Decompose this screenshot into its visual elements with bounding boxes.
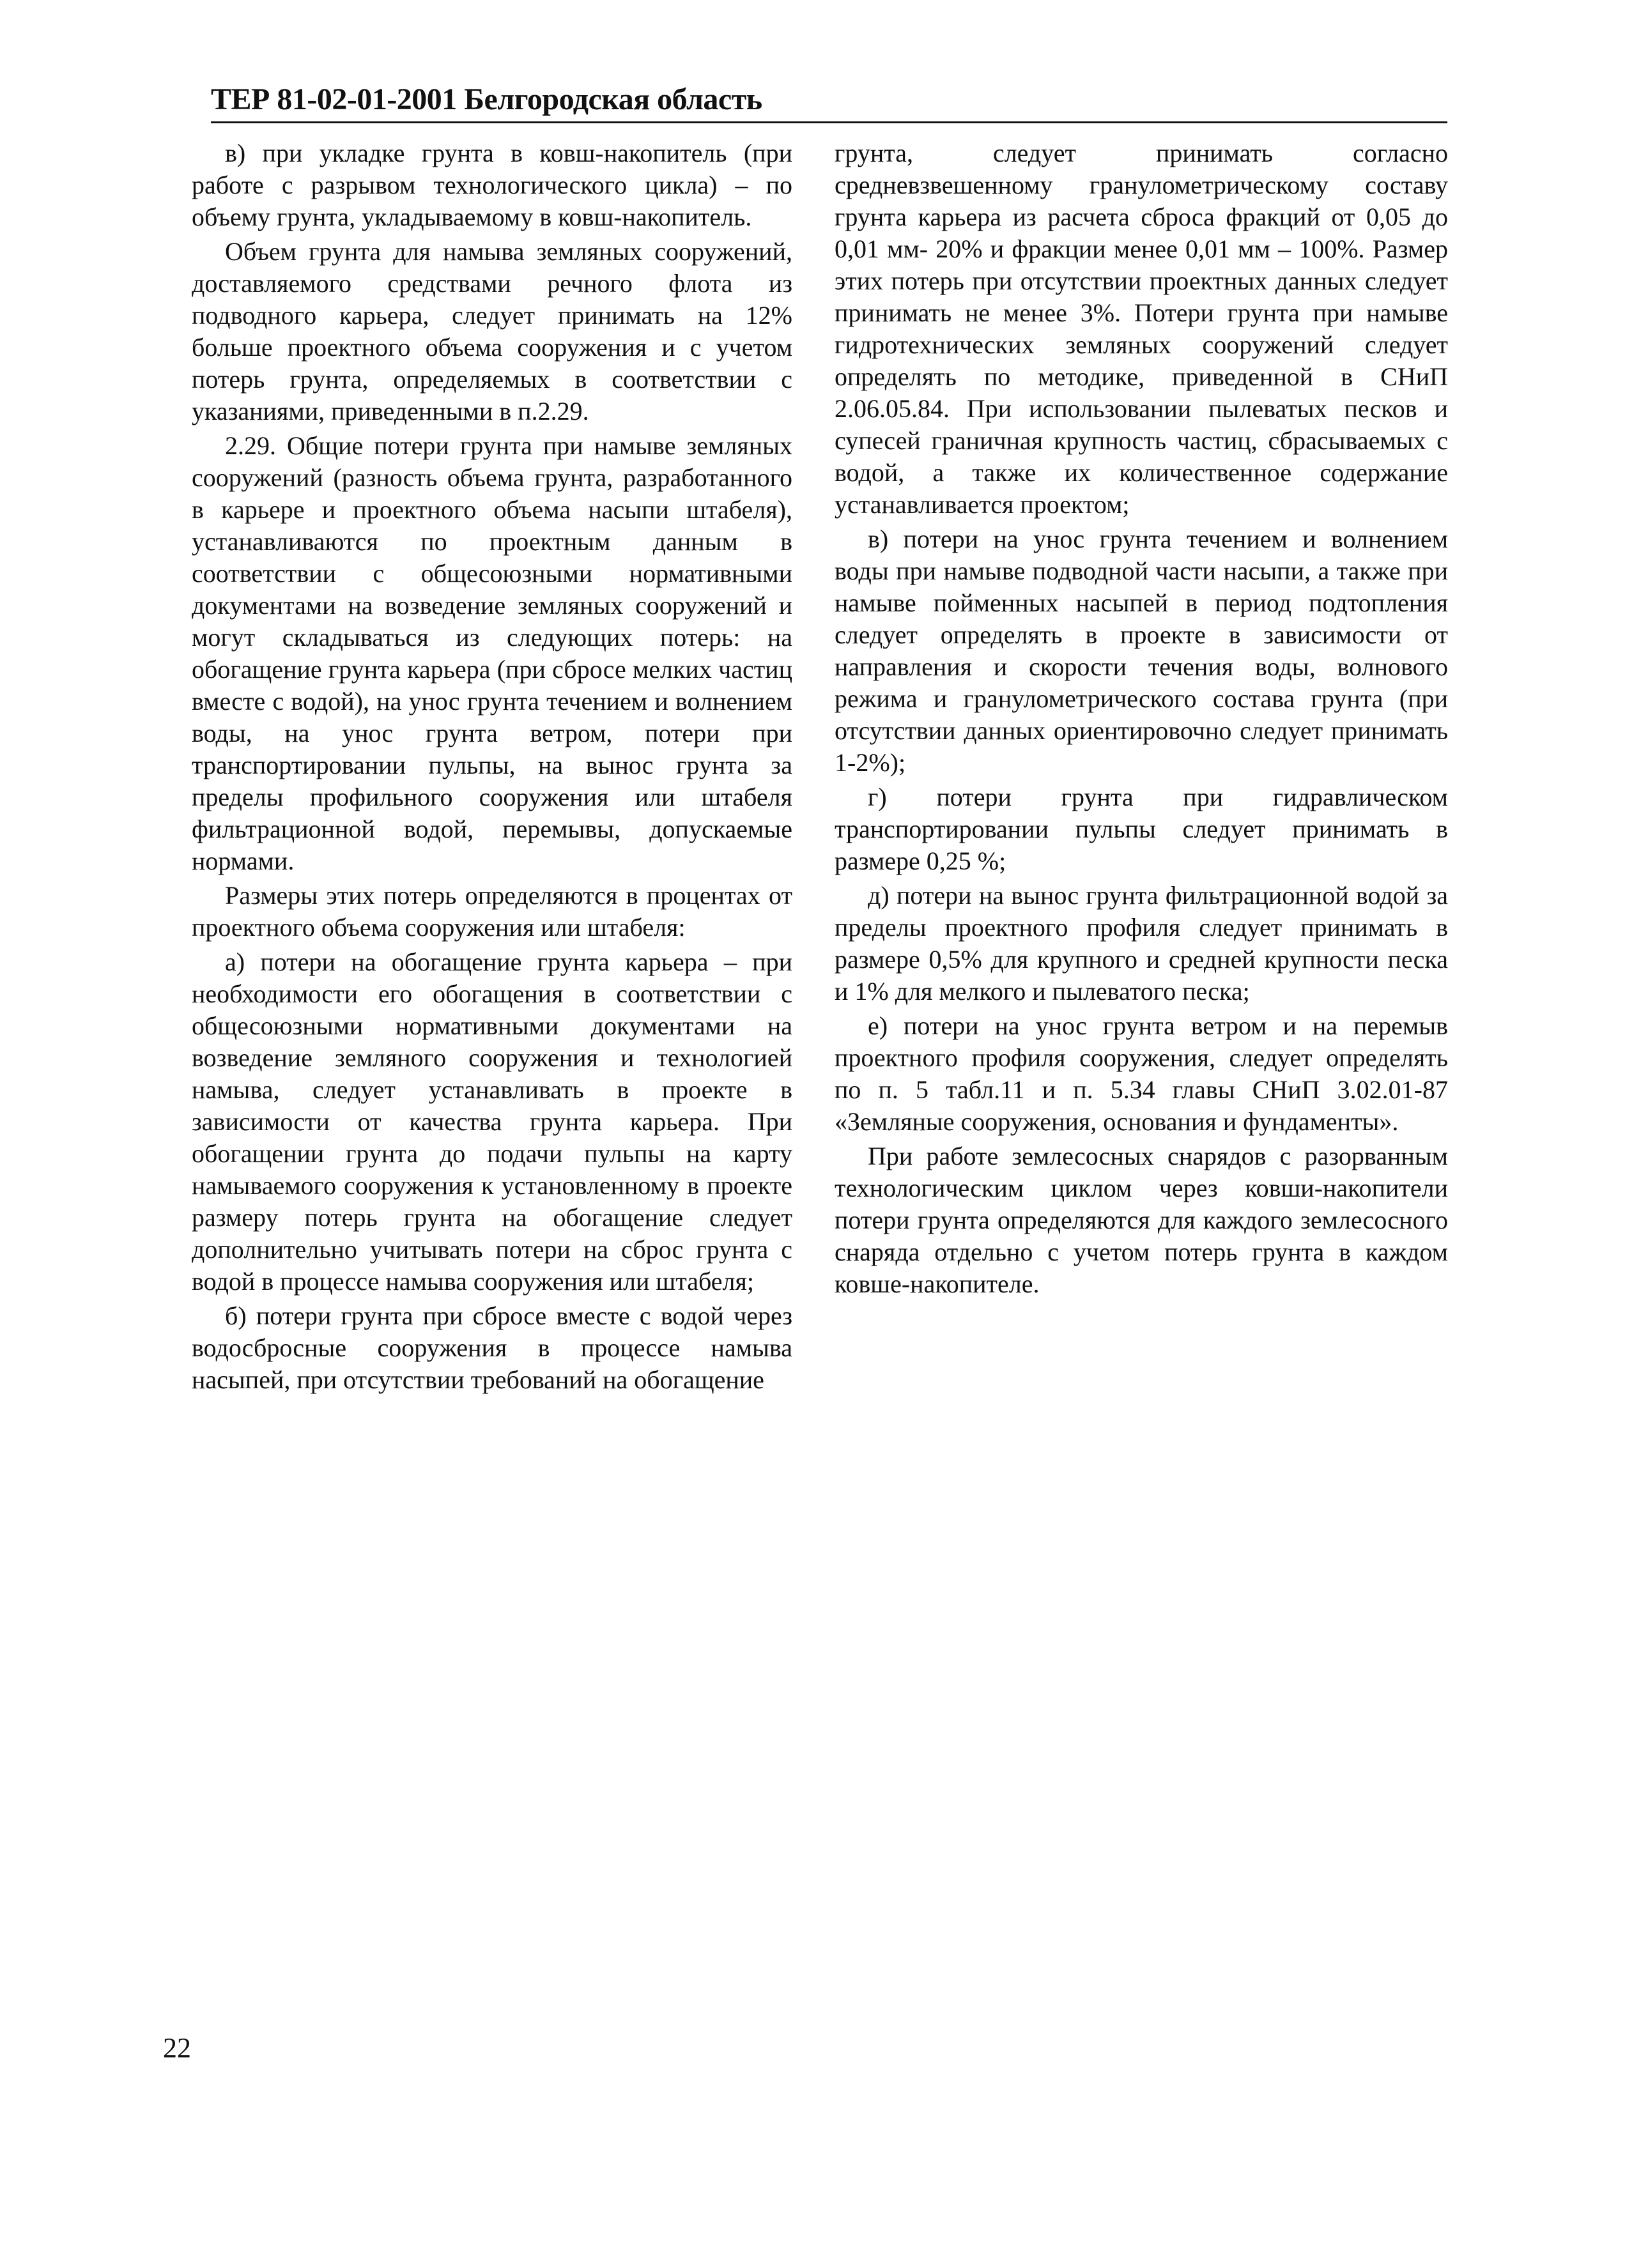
left-column bbox=[192, 137, 792, 1398]
paragraph: д) потери на вынос грунта фильтрационной водой за пределы проектного профиля следует принимать в размере 0,5% для крупного и средней крупности песка и 1% для мелкого и пылеватого песка; bbox=[835, 881, 1448, 1006]
paragraph: Размеры этих потерь определяются в процентах от проектного объема сооружения или штабеля: bbox=[192, 881, 792, 942]
paragraph: е) потери на унос грунта ветром и на перемыв проектного профиля сооружения, следует определять по п. 5 табл.11 и п. 5.34 главы СНиП 3.02.01-87 «Земляные сооружения, основания и фундаменты». bbox=[835, 1011, 1448, 1136]
running-header bbox=[211, 82, 1447, 126]
right-column bbox=[835, 137, 1448, 1303]
paragraph: При работе землесосных снарядов с разорванным технологическим циклом через ковши-накопители потери грунта определяются для каждого землесосного снаряда отдельно с учетом потерь грунта в каждом ковше-накопителе. bbox=[835, 1142, 1448, 1298]
paragraph: в) потери на унос грунта течением и волнением воды при намыве подводной части насыпи, а также при намыве пойменных насыпей в период подтопления следует определять в проекте в зависимости от направления и скорости течения воды, волнового режима и гранулометрического состава грунта (при отсутствии данных ориентировочно следует принимать 1-2%); bbox=[835, 525, 1448, 777]
paragraph: Объем грунта для намыва земляных сооружений, доставляемого средствами речного флота из подводного карьера, следует принимать на 12% больше проектного объема сооружения и с учетом потерь грунта, определяемых в соответствии с указаниями, приведенными в п.2.29. bbox=[192, 237, 792, 425]
paragraph: г) потери грунта при гидравлическом транспортировании пульпы следует принимать в размере 0,25 %; bbox=[835, 783, 1448, 875]
header-title: ТЕР 81-02-01-2001 Белгородская область bbox=[211, 82, 762, 116]
page-number: 22 bbox=[163, 2032, 191, 2064]
paragraph: 2.29. Общие потери грунта при намыве земляных сооружений (разность объема грунта, разработанного в карьере и проектного объема насыпи штабеля), устанавливаются по проектным данным в соответствии с общесоюзными нормативными документами на возведение земляных сооружений и могут складываться из следующих потерь: на обогащение грунта карьера (при сбросе мелких частиц вместе с водой), на унос грунта течением и волнением воды, на унос грунта ветром, потери при транспортировании пульпы, на вынос грунта за пределы профильного сооружения или штабеля фильтрационной водой, перемывы, допускаемые нормами. bbox=[192, 431, 792, 875]
paragraph: в) при укладке грунта в ковш-накопитель (при работе с разрывом технологического цикла) – по объему грунта, укладываемому в ковш-накопитель. bbox=[192, 139, 792, 231]
header-rule bbox=[211, 121, 1447, 123]
paragraph: а) потери на обогащение грунта карьера – при необходимости его обогащения в соответствии с общесоюзными нормативными документами на возведение земляного сооружения и технологией намыва, следует устанавливать в проекте в зависимости от качества грунта карьера. При обогащении грунта до подачи пульпы на карту намываемого сооружения к установленному в проекте размеру потерь грунта на обогащение следует дополнительно учитывать потери на сброс грунта с водой в процессе намыва сооружения или штабеля; bbox=[192, 947, 792, 1296]
paragraph: грунта, следует принимать согласно средневзвешенному гранулометрическому составу грунта карьера из расчета сброса фракций от 0,05 до 0,01 мм- 20% и фракции менее 0,01 мм – 100%. Размер этих потерь при отсутствии проектных данных следует принимать не менее 3%. Потери грунта при намыве гидротехнических земляных сооружений следует определять по методике, приведенной в СНиП 2.06.05.84. При использовании пылеватых песков и супесей граничная крупность частиц, сбрасываемых с водой, а также их количественное содержание устанавливается проектом; bbox=[835, 139, 1448, 519]
paragraph: б) потери грунта при сбросе вместе с водой через водосбросные сооружения в процессе намыва насыпей, при отсутствии требований на обогащение bbox=[192, 1301, 792, 1394]
